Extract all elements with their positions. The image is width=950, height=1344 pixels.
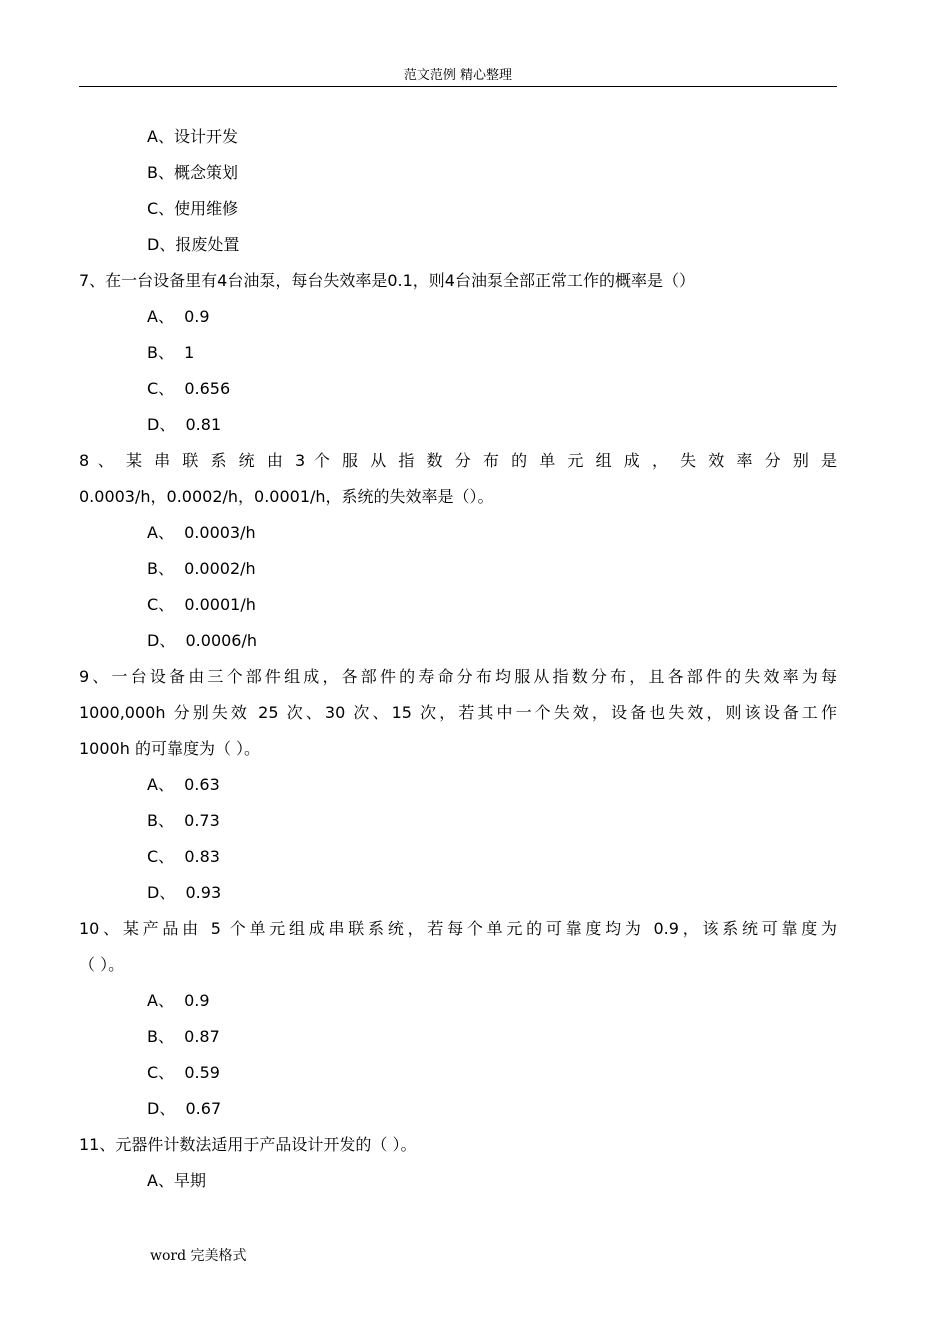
document-body: [79, 119, 837, 1199]
q6-option-b: B、概念策划: [147, 163, 238, 182]
q9-option-b: B、 0.73: [147, 811, 220, 830]
q10-option-a: A、 0.9: [147, 991, 210, 1010]
q10-question-line-1: 10、某产品由 5 个单元组成串联系统，若每个单元的可靠度均为 0.9，该系统可靠度为: [79, 919, 837, 938]
q8-option-c: C、 0.0001/h: [147, 595, 256, 614]
q11-option-a: A、早期: [147, 1171, 206, 1190]
q7-option-a: A、 0.9: [147, 307, 210, 326]
q7-option-b: B、 1: [147, 343, 195, 362]
q11-question: 11、元器件计数法适用于产品设计开发的（ ）。: [79, 1135, 417, 1154]
q8-option-a: A、 0.0003/h: [147, 523, 256, 542]
q8-option-b: B、 0.0002/h: [147, 559, 256, 578]
q9-option-c: C、 0.83: [147, 847, 220, 866]
q10-option-c: C、 0.59: [147, 1063, 220, 1082]
q8-question-line-1: 8 、 某 串 联 系 统 由 3 个 服 从 指 数 分 布 的 单 元 组 成 ， 失 效 率 分 别 是: [79, 451, 837, 470]
q7-option-d: D、 0.81: [147, 415, 222, 434]
q8-question-line-2: 0.0003/h，0.0002/h，0.0001/h，系统的失效率是（）。: [79, 487, 494, 506]
q10-question-line-2: （ ）。: [79, 955, 125, 974]
q9-question-line-3: 1000h 的可靠度为（ ）。: [79, 739, 261, 758]
q6-option-d: D、报废处置: [147, 235, 240, 254]
page-header: 范文范例 精心整理: [79, 66, 837, 87]
q7-option-c: C、 0.656: [147, 379, 231, 398]
q9-option-d: D、 0.93: [147, 883, 222, 902]
q6-option-a: A、设计开发: [147, 127, 238, 146]
q10-option-b: B、 0.87: [147, 1027, 220, 1046]
q8-option-d: D、 0.0006/h: [147, 631, 258, 650]
page-footer: word 完美格式: [150, 1248, 247, 1264]
q9-option-a: A、 0.63: [147, 775, 220, 794]
q7-question: 7、在一台设备里有4台油泵，每台失效率是0.1，则4台油泵全部正常工作的概率是（）: [79, 271, 695, 290]
q9-question-line-2: 1000,000h 分别失效 25 次、30 次、15 次，若其中一个失效，设备也失效，则该设备工作: [79, 703, 837, 722]
q9-question-line-1: 9、一台设备由三个部件组成，各部件的寿命分布均服从指数分布，且各部件的失效率为每: [79, 667, 837, 686]
q6-option-c: C、使用维修: [147, 199, 239, 218]
q10-option-d: D、 0.67: [147, 1099, 222, 1118]
